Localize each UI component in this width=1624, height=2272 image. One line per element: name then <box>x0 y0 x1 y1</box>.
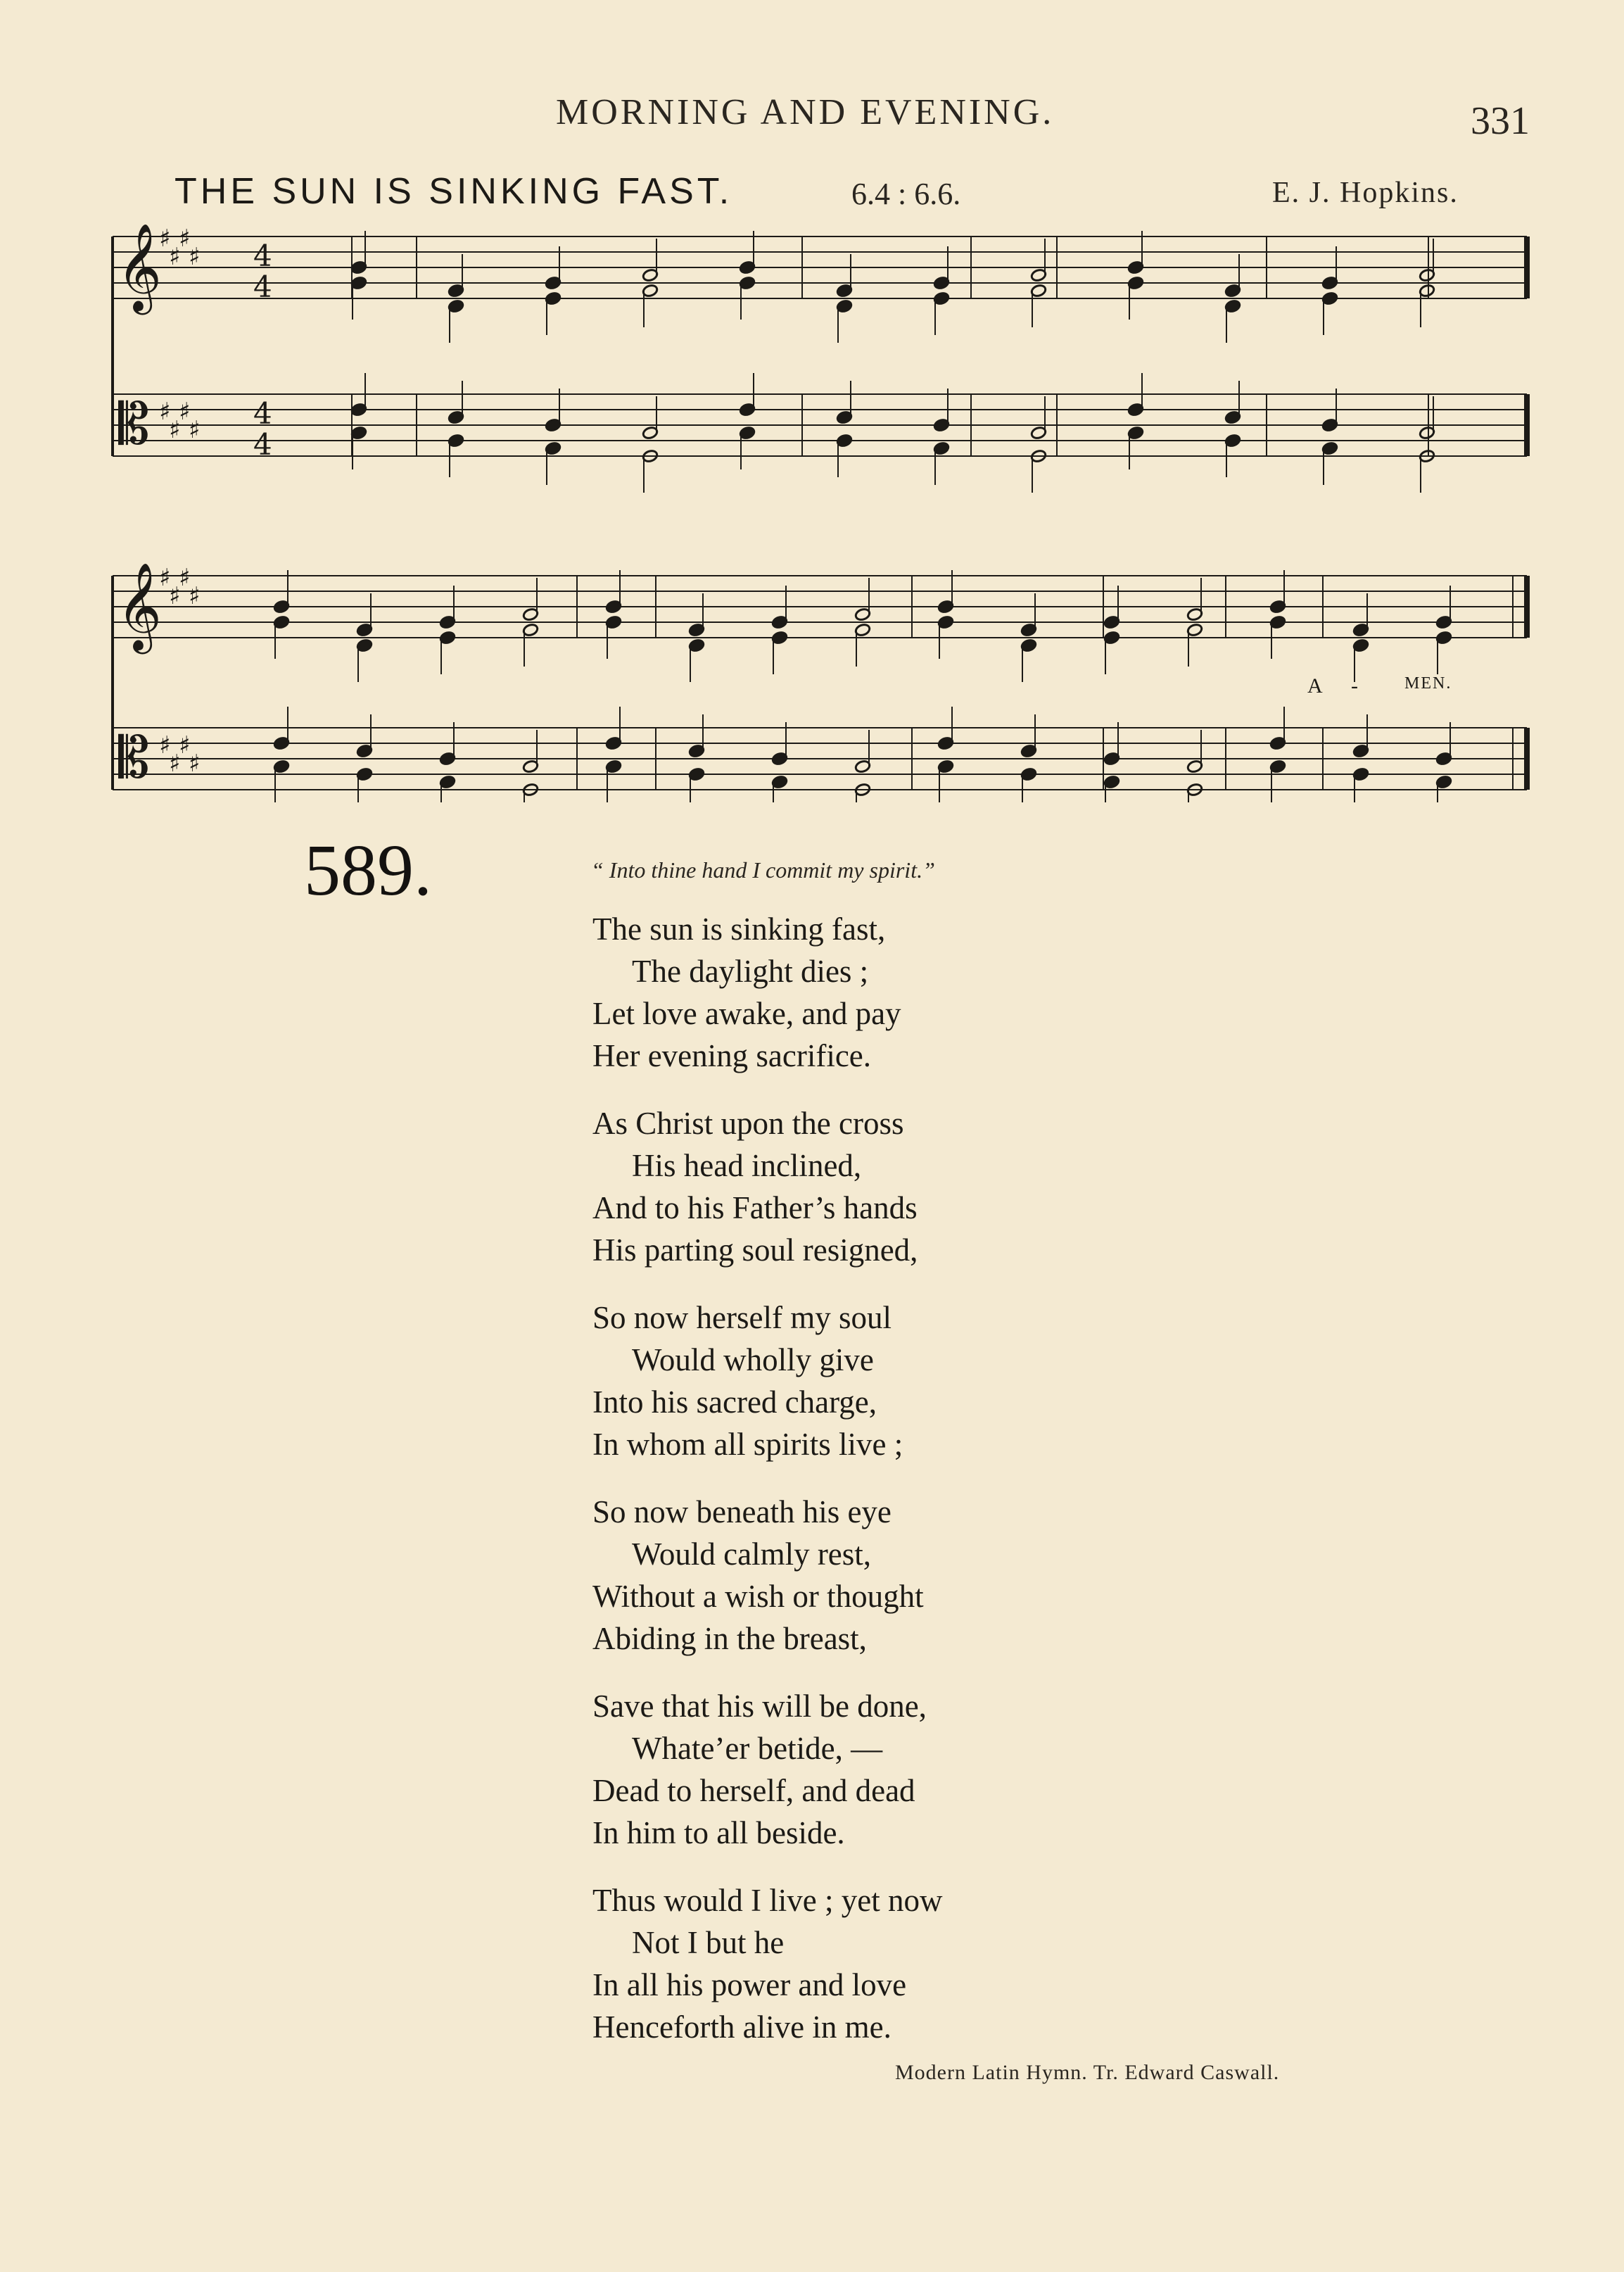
sharp-icon: ♯ <box>159 398 171 426</box>
verse-line: Henceforth alive in me. <box>592 2009 892 2045</box>
stanza-6 <box>592 1879 942 2048</box>
sharp-icon: ♯ <box>169 582 181 610</box>
treble-clef-icon: 𝄞 <box>117 562 162 650</box>
sharp-icon: ♯ <box>189 582 201 610</box>
time-signature-bottom: 4 <box>253 270 272 304</box>
hymn-attribution: Modern Latin Hymn. Tr. Edward Caswall. <box>895 2061 1280 2084</box>
sharp-icon: ♯ <box>169 243 181 271</box>
sharp-icon: ♯ <box>169 750 181 778</box>
sharp-icon: ♯ <box>189 416 201 444</box>
verse-line: So now herself my soul <box>592 1300 892 1335</box>
verse-line: As Christ upon the cross <box>592 1106 904 1141</box>
verse-line: Her evening sacrifice. <box>592 1038 872 1073</box>
running-head: MORNING AND EVENING. <box>556 92 1055 132</box>
sharp-icon: ♯ <box>159 564 171 592</box>
verse-line: Would wholly give <box>632 1342 874 1377</box>
tune-title: THE SUN IS SINKING FAST. <box>175 171 733 212</box>
verse-line: His parting soul resigned, <box>592 1232 918 1268</box>
sharp-icon: ♯ <box>189 750 201 778</box>
page-number: 331 <box>1471 99 1530 143</box>
verse-line: Abiding in the breast, <box>592 1621 867 1656</box>
verse-line: Not I but he <box>632 1925 785 1960</box>
stanza-3 <box>592 1296 942 1465</box>
sharp-icon: ♯ <box>189 243 201 271</box>
verse-line: In all his power and love <box>592 1967 907 2002</box>
sharp-icon: ♯ <box>159 225 171 253</box>
bass-clef-icon: 𝄡 <box>118 391 150 457</box>
tune-composer: E. J. Hopkins. <box>1272 177 1459 209</box>
amen-hyphen: - <box>1351 674 1358 698</box>
verse-line: The sun is sinking fast, <box>592 911 886 947</box>
hymn-epigraph: “ Into thine hand I commit my spirit.” <box>591 857 935 883</box>
verse-line: In whom all spirits live ; <box>592 1427 903 1462</box>
sharp-icon: ♯ <box>179 398 191 426</box>
hymn-verses <box>592 908 942 2074</box>
verse-line: Into his sacred charge, <box>592 1384 877 1420</box>
time-signature-top: 4 <box>253 396 272 431</box>
verse-line: And to his Father’s hands <box>592 1190 918 1225</box>
verse-line: Whate’er betide, — <box>632 1731 883 1766</box>
hymn-number: 589. <box>304 830 432 911</box>
amen-syllable-a: A <box>1307 674 1324 698</box>
verse-line: In him to all beside. <box>592 1815 845 1850</box>
verse-line: Thus would I live ; yet now <box>592 1883 943 1918</box>
verse-line: His head inclined, <box>632 1148 862 1183</box>
amen-syllable-men: MEN. <box>1404 674 1452 693</box>
stanza-1 <box>592 908 942 1077</box>
time-signature-bottom: 4 <box>253 427 272 462</box>
verse-line: Would calmly rest, <box>632 1536 872 1572</box>
time-signature-top: 4 <box>253 239 272 273</box>
sharp-icon: ♯ <box>179 731 191 759</box>
music-score <box>0 0 1624 802</box>
verse-line: Dead to herself, and dead <box>592 1773 915 1808</box>
stanza-4 <box>592 1491 942 1660</box>
treble-clef-icon: 𝄞 <box>117 223 162 311</box>
stanza-2 <box>592 1102 942 1271</box>
sharp-icon: ♯ <box>179 225 191 253</box>
sharp-icon: ♯ <box>159 731 171 759</box>
stanza-5 <box>592 1685 942 1854</box>
tune-meter: 6.4 : 6.6. <box>851 177 961 211</box>
sharp-icon: ♯ <box>169 416 181 444</box>
verse-line: Let love awake, and pay <box>592 996 901 1031</box>
verse-line: Save that his will be done, <box>592 1689 927 1724</box>
sharp-icon: ♯ <box>179 564 191 592</box>
verse-line: So now beneath his eye <box>592 1494 892 1529</box>
verse-line: Without a wish or thought <box>592 1579 924 1614</box>
bass-clef-icon: 𝄡 <box>118 725 150 790</box>
verse-line: The daylight dies ; <box>632 954 869 989</box>
